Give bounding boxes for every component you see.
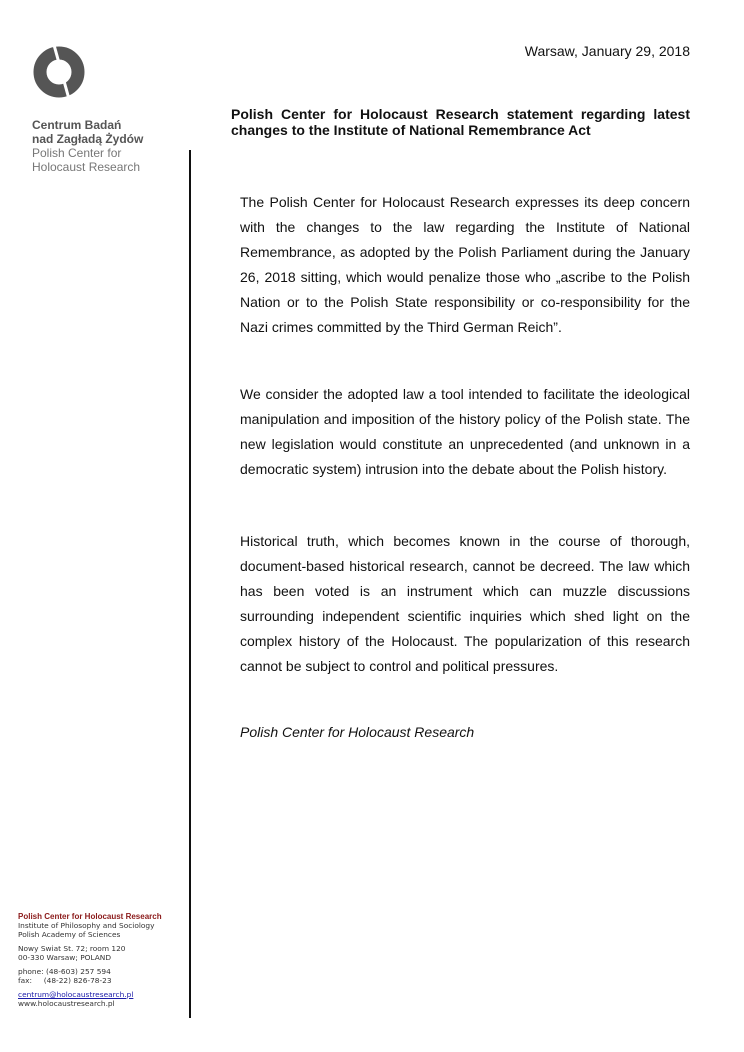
- signature: Polish Center for Holocaust Research: [240, 724, 475, 740]
- vertical-divider: [189, 150, 191, 1018]
- paragraph-2: We consider the adopted law a tool intended to facilitate the ideological manipulation and imposition of the history policy of the Polish state. The new legislation would constitute an unprecedented (and unknown in a democratic system) intrusion into the debate about the Polish history.: [240, 386, 690, 477]
- footer-academy: Polish Academy of Sciences: [18, 930, 121, 939]
- logo-name-english-1: Polish Center for: [32, 146, 122, 160]
- footer-address-line2: 00-330 Warsaw; POLAND: [18, 953, 112, 962]
- document-date: Warsaw, January 29, 2018: [524, 43, 690, 59]
- footer-website: www.holocaustresearch.pl: [18, 999, 115, 1008]
- logo-name-polish-2: nad Zagładą Żydów: [32, 132, 144, 146]
- footer-institute: Institute of Philosophy and Sociology: [18, 921, 155, 930]
- footer-address-line1: Nowy Swiat St. 72; room 120: [18, 944, 126, 953]
- footer-org-name: Polish Center for Holocaust Research: [18, 912, 162, 921]
- footer-fax: fax: (48-22) 826-78-23: [18, 976, 112, 985]
- paragraph-3: Historical truth, which becomes known in the course of thorough, document-based historical research, cannot be decreed. The law which has been voted is an instrument which can muzzle discussions surrounding independent scientific inquiries which shed light on the complex history of the Holocaust. The popularization of this research cannot be subject to control and political pressures.: [240, 533, 690, 674]
- logo-name-polish-1: Centrum Badań: [32, 118, 122, 132]
- paragraph-1: The Polish Center for Holocaust Research expresses its deep concern with the changes to the law regarding the Institute of National Remembrance, as adopted by the Polish Parliament during the January 26, 2018 sitting, which would penalize those who „ascribe to the Polish Nation or to the Polish State responsibility or co-responsibility for the Nazi crimes committed by the Third German Reich”.: [240, 194, 690, 335]
- footer-email-link[interactable]: centrum@holocaustresearch.pl: [18, 990, 134, 999]
- footer-contact: [18, 912, 162, 1008]
- footer-phone: phone: (48-603) 257 594: [18, 967, 111, 976]
- broken-ring-logo-icon: [32, 45, 86, 99]
- document-title: Polish Center for Holocaust Research statement regarding latest changes to the Institute of National Remembrance Act: [231, 106, 690, 138]
- logo-name-english-2: Holocaust Research: [32, 160, 141, 174]
- logo-text: [32, 118, 143, 174]
